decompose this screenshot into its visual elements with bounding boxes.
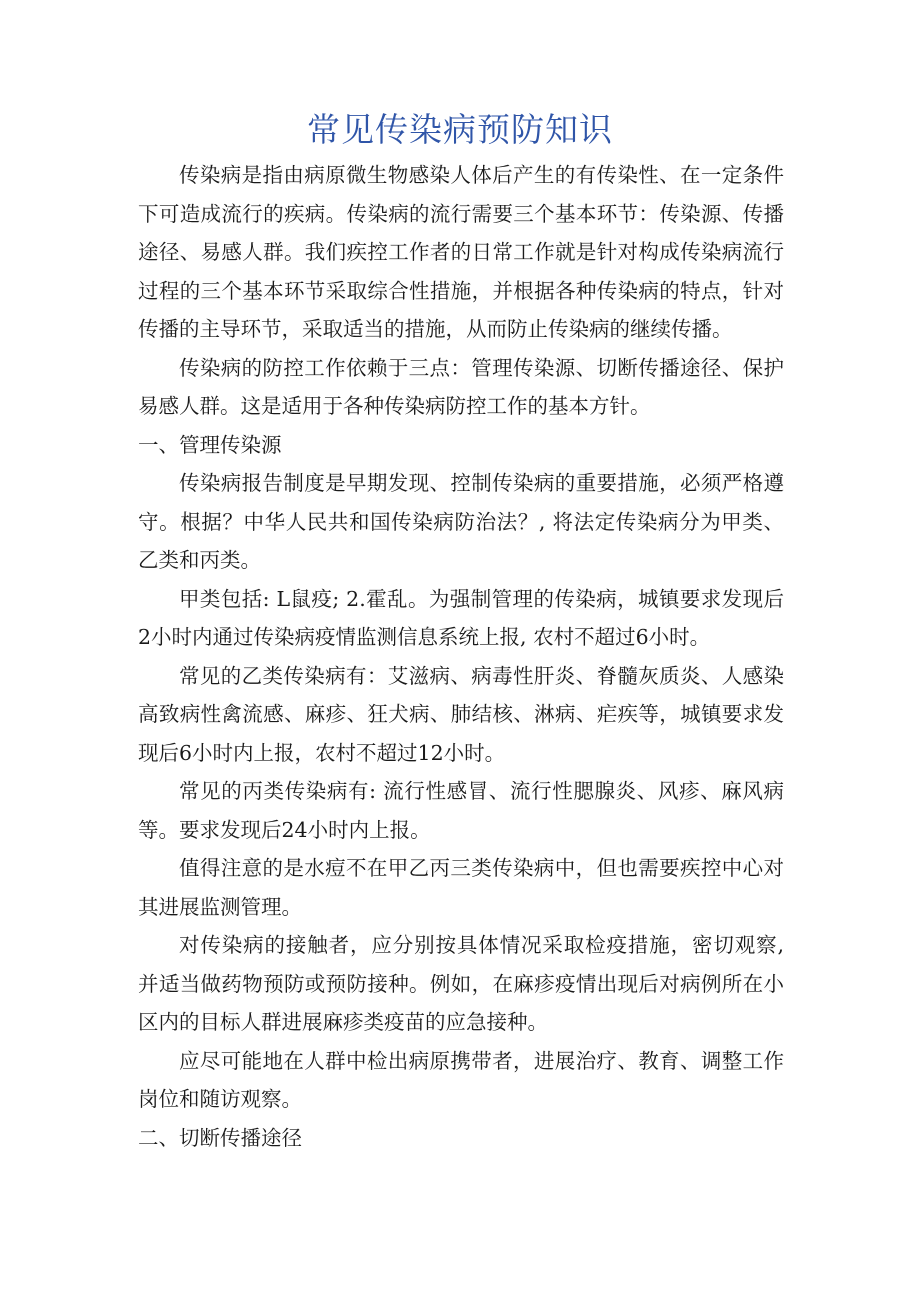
document-title: 常见传染病预防知识 bbox=[307, 110, 613, 149]
paragraph-class-a: 甲类包括: L鼠疫; 2.霍乱。为强制管理的传染病，城镇要求发现后2小时内通过传染病疫情监测信息系统上报, 农村不超过6小时。 bbox=[138, 586, 784, 649]
paragraph-intro: 传染病是指由病原微生物感染人体后产生的有传染性、在一定条件下可造成流行的疾病。传染病的流行需要三个基本环节：传染源、传播途径、易感人群。我们疾控工作者的日常工作就是针对构成传染病流行过程的三个基本环节采取综合性措施，并根据各种传染病的特点，针对传播的主导环节，采取适当的措施，从而防止传染病的继续传播。 bbox=[138, 163, 784, 341]
paragraph-reporting-system: 传染病报告制度是早期发现、控制传染病的重要措施，必须严格遵守。根据？中华人民共和国传染病防治法？, 将法定传染病分为甲类、乙类和丙类。 bbox=[138, 471, 784, 572]
paragraph-class-c: 常见的丙类传染病有: 流行性感冒、流行性腮腺炎、风疹、麻风病等。要求发现后24小时内上报。 bbox=[138, 779, 784, 842]
paragraph-varicella: 值得注意的是水痘不在甲乙丙三类传染病中，但也需要疾控中心对其进展监测管理。 bbox=[138, 856, 784, 919]
paragraph-class-b: 常见的乙类传染病有：艾滋病、病毒性肝炎、脊髓灰质炎、人感染高致病性禽流感、麻疹、狂犬病、肺结核、淋病、疟疾等，城镇要求发现后6小时内上报，农村不超过12小时。 bbox=[138, 663, 784, 765]
section-heading-manage-source: 一、管理传染源 bbox=[138, 432, 282, 457]
paragraph-principles: 传染病的防控工作依赖于三点：管理传染源、切断传播途径、保护易感人群。这是适用于各种传染病防控工作的基本方针。 bbox=[138, 355, 784, 418]
paragraph-carriers: 应尽可能地在人群中检出病原携带者，进展治疗、教育、调整工作岗位和随访观察。 bbox=[138, 1048, 784, 1111]
section-heading-cut-transmission: 二、切断传播途径 bbox=[138, 1125, 302, 1150]
paragraph-contacts: 对传染病的接触者，应分别按具体情况采取检疫措施，密切观察, 并适当做药物预防或预防接种。例如，在麻疹疫情出现后对病例所在小区内的目标人群进展麻疹类疫苗的应急接种。 bbox=[138, 933, 784, 1034]
document-body bbox=[138, 156, 784, 1157]
